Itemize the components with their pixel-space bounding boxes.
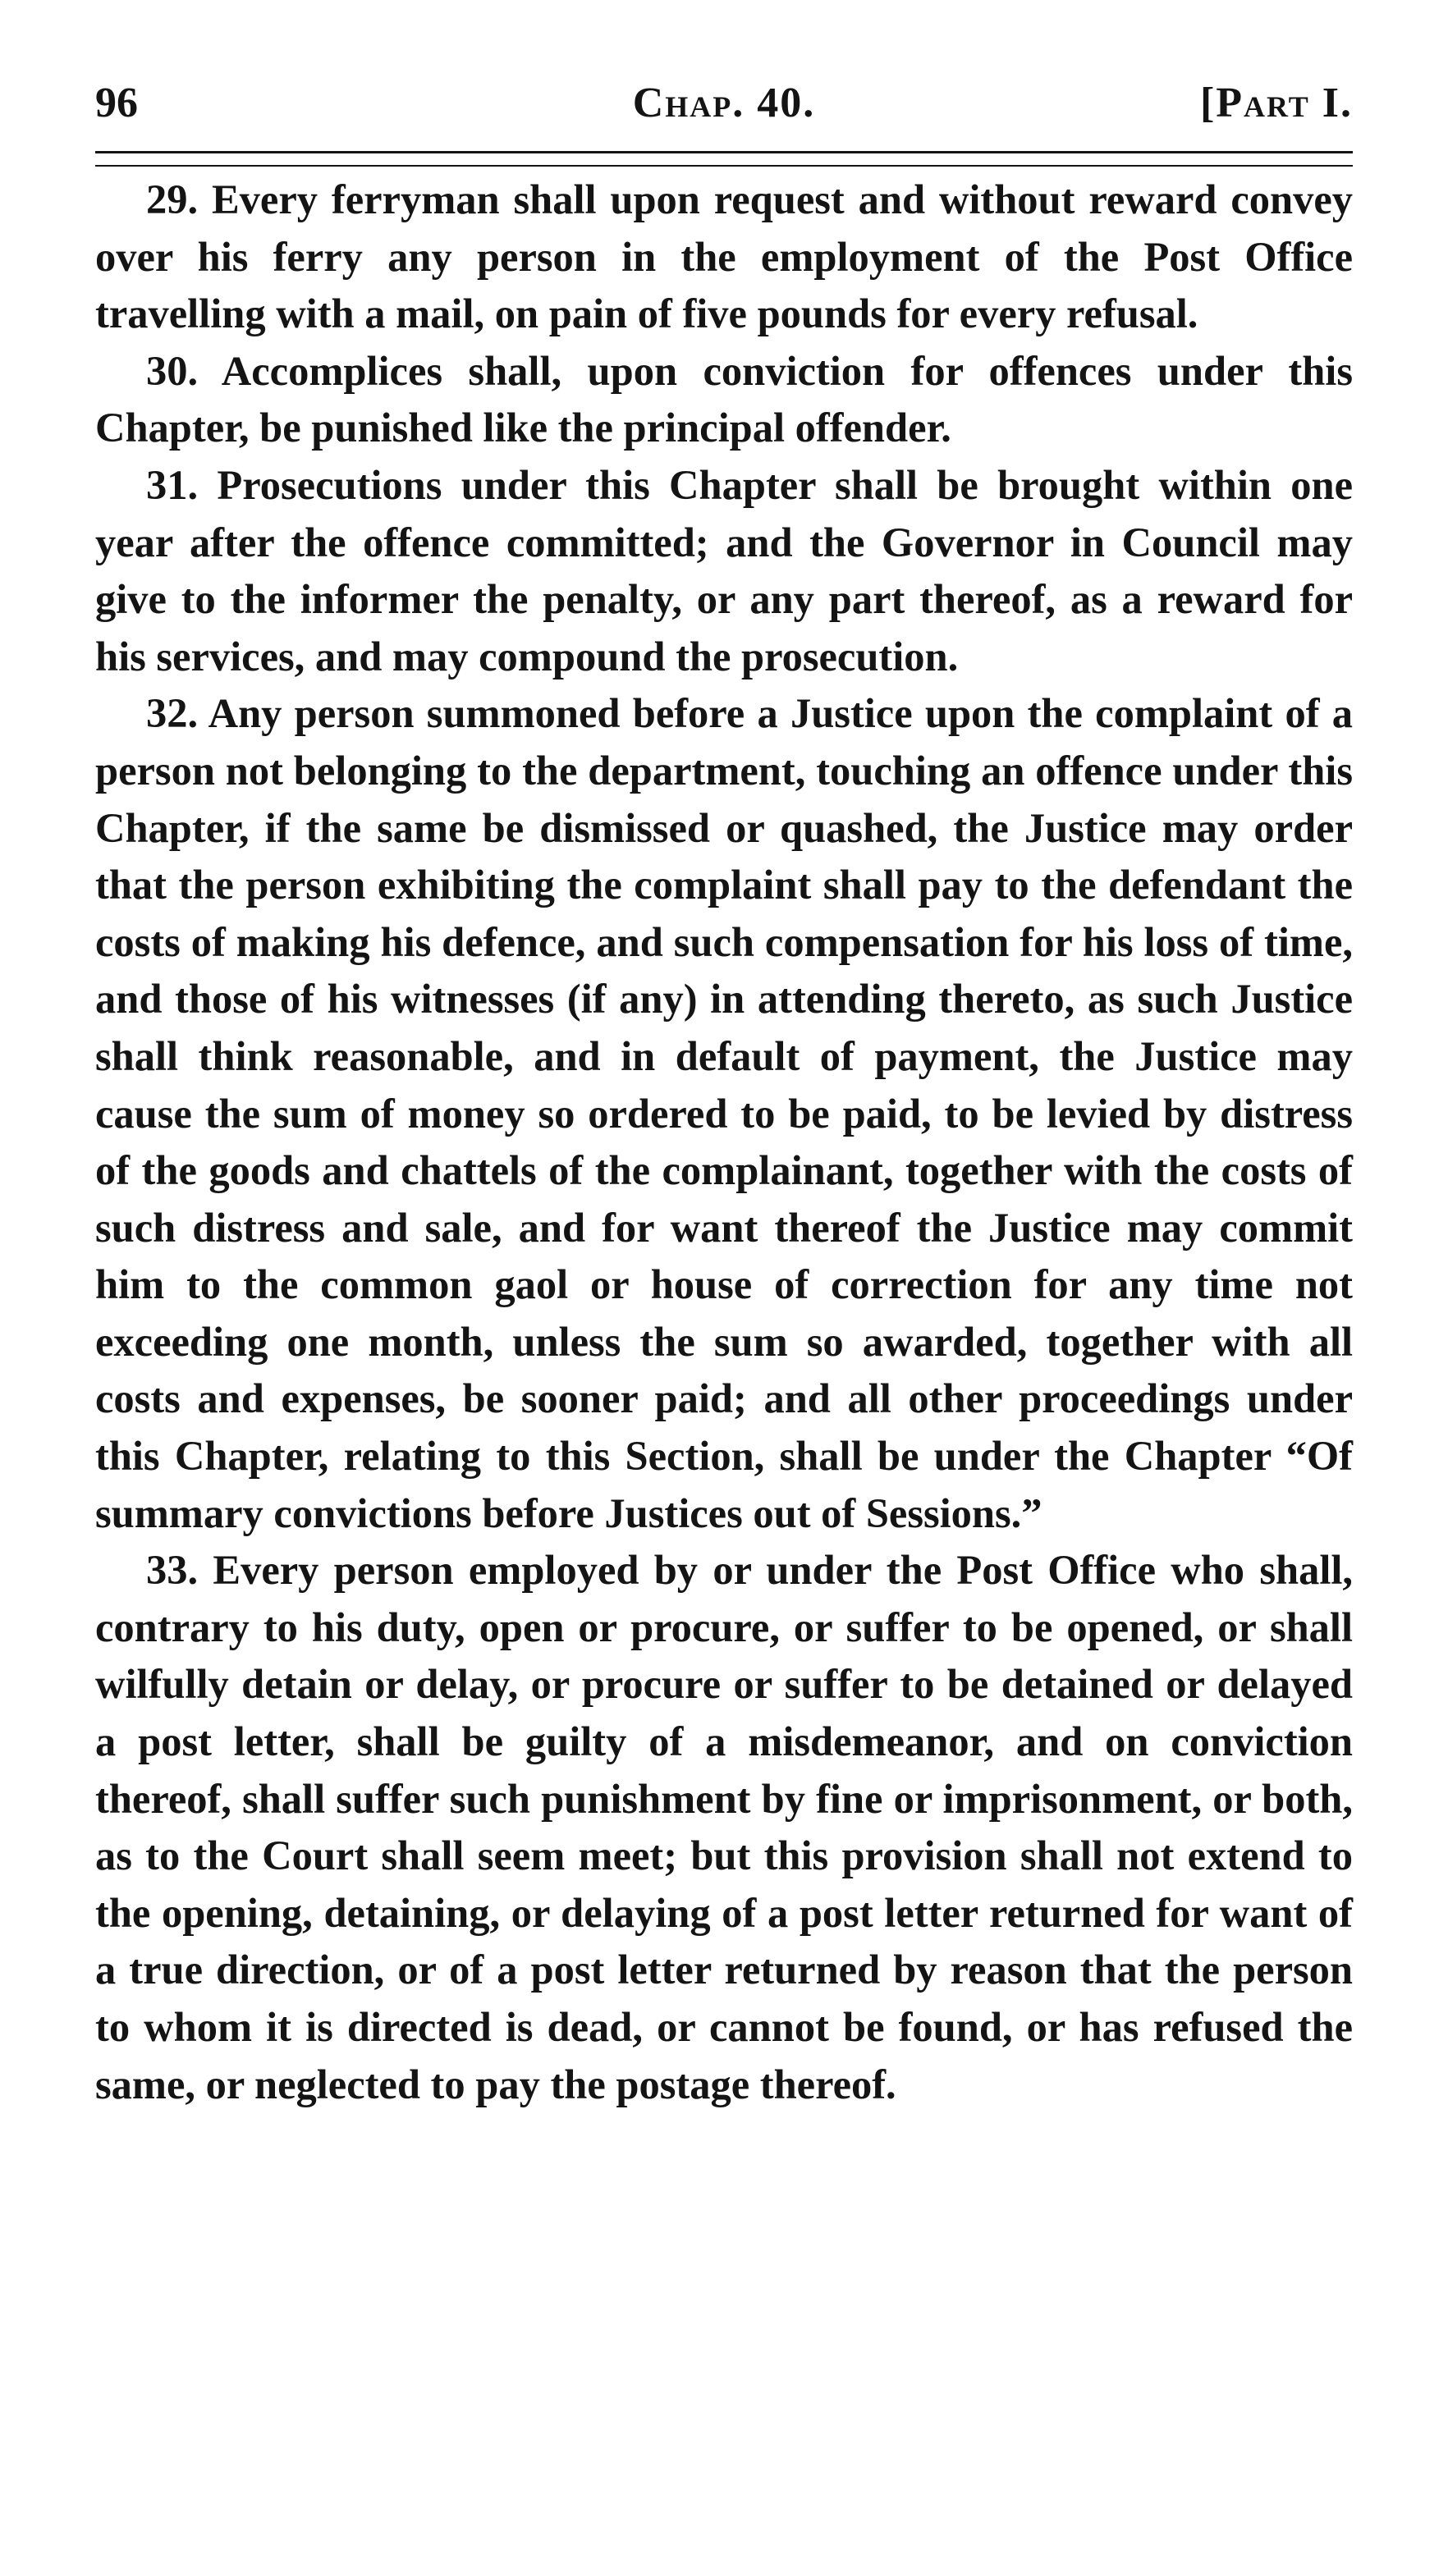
section-29 (95, 172, 1353, 343)
chapter-heading: Chap. 40. (632, 80, 816, 126)
part-heading: [Part I. (1199, 80, 1353, 126)
section-30 (95, 343, 1353, 457)
section-31 (95, 457, 1353, 685)
section-text: Accomplices shall, upon conviction for offences under this Chapter, be punished like the principal offender. (95, 347, 1353, 451)
section-33 (95, 1542, 1353, 2113)
section-number: 33. (146, 1547, 199, 1594)
section-number: 31. (146, 461, 199, 508)
section-text: Prosecutions under this Chapter shall be brought within one year after the offence committed; and the Governor in Council may give to the informer the penalty, or any part thereof, as a reward for his services, and may compound the prosecution. (95, 461, 1354, 679)
section-number: 32. (146, 690, 199, 737)
body-text (95, 172, 1353, 2113)
section-text: Every ferryman shall upon request and without reward convey over his ferry any person in the employment of the Post Office travelling with a mail, on pain of five pounds for every refusal. (95, 176, 1354, 337)
section-32 (95, 685, 1353, 1542)
section-number: 29. (146, 176, 199, 222)
section-number: 30. (146, 347, 199, 394)
running-head (95, 79, 1353, 144)
page-number: 96 (95, 80, 138, 126)
section-text: Any person summoned before a Justice upon the complaint of a person not belonging to the department, touching an offence under this Chapter, if the same be dismissed or quashed, the Justice may order that the person exhibiting the complaint shall pay to the defendant the costs of making his defence, and such compensation for his loss of time, and those of his witnesses (if any) in attending thereto, as such Justice shall think reasonable, and in default of payment, the Justice may cause the sum of money so ordered to be paid, to be levied by distress of the goods and chattels of the complainant, together with the costs of such distress and sale, and for want thereof the Justice may commit him to the common gaol or house of correction for any time not exceeding one month, unless the sum so awarded, together with all costs and expenses, be sooner paid; and all other proceedings under this Chapter, relating to this Section, shall be under the Chapter “Of summary convictions before Justices out of Sessions.” (95, 690, 1354, 1536)
header-double-rule (95, 151, 1353, 167)
section-text: Every person employed by or under the Post Office who shall, contrary to his duty, open or procure, or suffer to be opened, or shall wilfully detain or delay, or procure or suffer to be detained or delayed a post letter, shall be guilty of a misdemeanor, and on conviction thereof, shall suffer such punishment by fine or imprisonment, or both, as to the Court shall seem meet; but this provision shall not extend to the opening, detaining, or delaying of a post letter returned for want of a true direction, or of a post letter returned by reason that the person to whom it is directed is dead, or cannot be found, or has refused the same, or neglected to pay the postage thereof. (95, 1547, 1354, 2107)
document-page (95, 79, 1353, 2113)
